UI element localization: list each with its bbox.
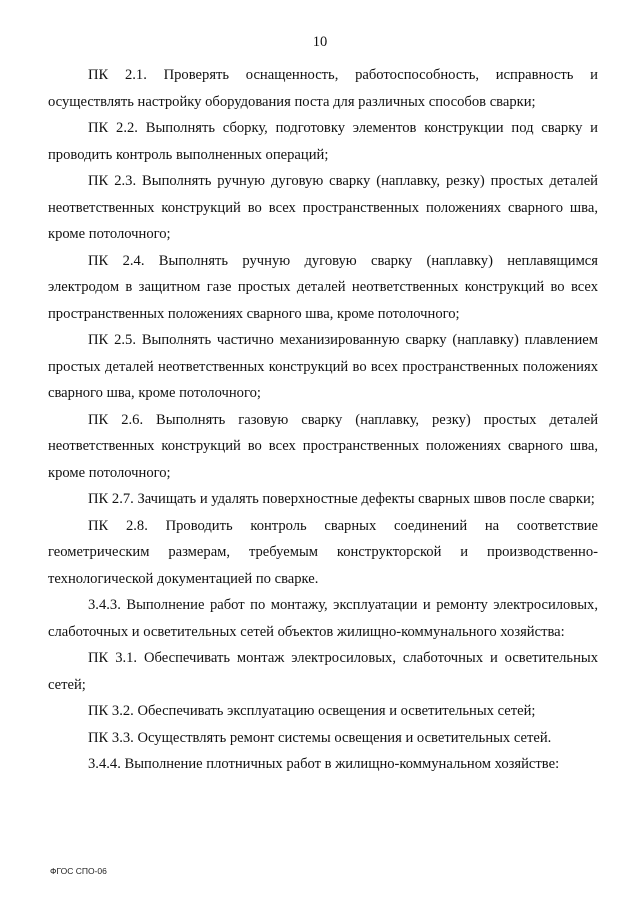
document-body — [48, 62, 598, 778]
page-number: 10 — [312, 34, 328, 50]
paragraph-pk-2-8: ПК 2.8. Проводить контроль сварных соединений на соответствие геометрическим размерам, требуемым конструкторской и производственно-технологической документацией по сварке. — [48, 517, 598, 587]
paragraph-pk-2-5: ПК 2.5. Выполнять частично механизированную сварку (наплавку) плавлением простых деталей неответственных конструкций во всех пространственных положениях сварного шва, кроме потолочного; — [48, 332, 598, 401]
page-footer: ФГОС СПО-06 — [50, 866, 107, 876]
section-3-4-3-heading: 3.4.3. Выполнение работ по монтажу, эксплуатации и ремонту электросиловых, слаботочных и осветительных сетей объектов жилищно-коммунального хозяйства: — [48, 597, 598, 640]
paragraph-pk-2-4: ПК 2.4. Выполнять ручную дуговую сварку (наплавку) неплавящимся электродом в защитном газе простых деталей неответственных конструкций во всех пространственных положениях сварного шва, кроме потолочного; — [48, 252, 598, 322]
paragraph-pk-3-1: ПК 3.1. Обеспечивать монтаж электросиловых, слаботочных и осветительных сетей; — [48, 650, 598, 693]
section-3-4-4-heading: 3.4.4. Выполнение плотничных работ в жилищно-коммунальном хозяйстве: — [88, 756, 560, 772]
paragraph-pk-3-3: ПК 3.3. Осуществлять ремонт системы освещения и осветительных сетей. — [88, 729, 552, 746]
paragraph-pk-2-7: ПК 2.7. Зачищать и удалять поверхностные дефекты сварных швов после сварки; — [88, 491, 595, 507]
paragraph-pk-2-2: ПК 2.2. Выполнять сборку, подготовку элементов конструкции под сварку и проводить контроль выполненных операций; — [48, 120, 598, 163]
paragraph-pk-2-3: ПК 2.3. Выполнять ручную дуговую сварку (наплавку, резку) простых деталей неответственных конструкций во всех пространственных положениях сварного шва, кроме потолочного; — [48, 173, 598, 242]
paragraph-pk-2-1: ПК 2.1. Проверять оснащенность, работоспособность, исправность и осуществлять настройку оборудования поста для различных способов сварки; — [48, 67, 598, 110]
paragraph-pk-2-6: ПК 2.6. Выполнять газовую сварку (наплавку, резку) простых деталей неответственных конструкций во всех пространственных положениях сварного шва, кроме потолочного; — [48, 411, 598, 481]
paragraph-pk-3-2: ПК 3.2. Обеспечивать эксплуатацию освещения и осветительных сетей; — [88, 703, 536, 719]
